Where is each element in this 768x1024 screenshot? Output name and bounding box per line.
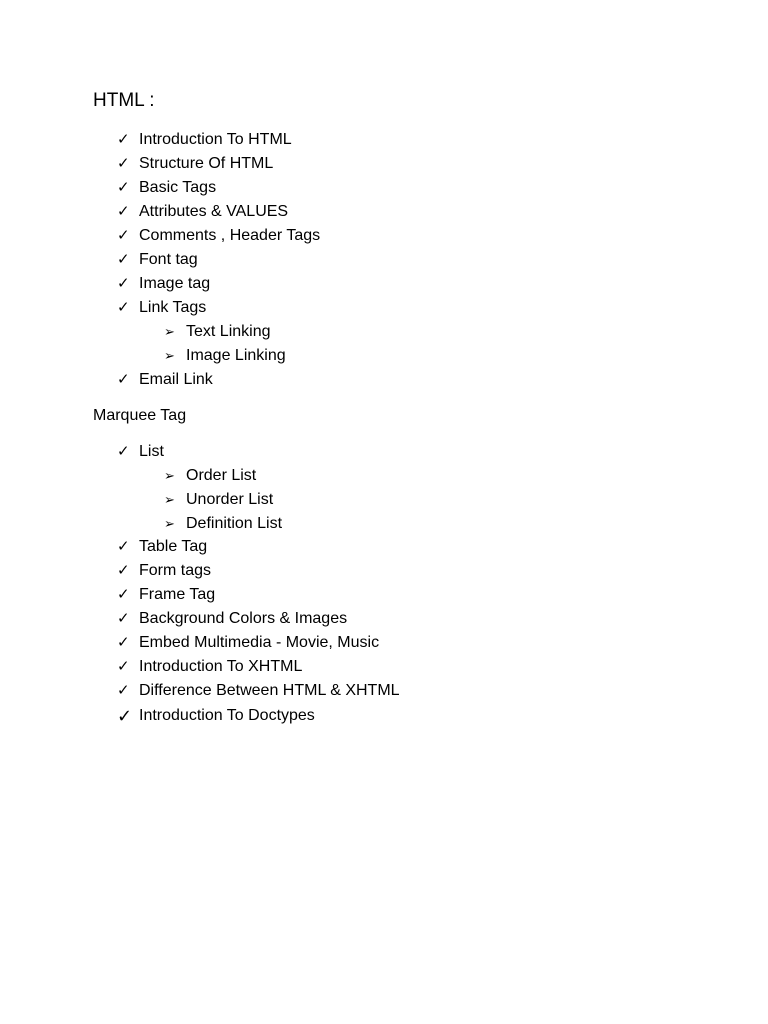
list-item-label: Attributes & VALUES xyxy=(139,203,289,220)
list-item xyxy=(117,657,303,677)
list-item-label: Embed Multimedia - Movie, Music xyxy=(139,634,380,651)
list-item-label: Structure Of HTML xyxy=(139,155,274,172)
check-icon: ✓ xyxy=(117,610,130,627)
list-item-label: Image tag xyxy=(139,275,211,292)
list-item-label: Font tag xyxy=(139,251,198,268)
sub-list-item xyxy=(164,322,271,342)
list-item xyxy=(117,250,198,270)
list-item-label: Comments , Header Tags xyxy=(139,227,321,244)
check-icon: ✓ xyxy=(117,227,130,244)
sub-list-item-label: Definition List xyxy=(186,515,283,532)
check-icon: ✓ xyxy=(117,634,130,651)
list-item xyxy=(117,681,400,701)
check-icon: ✓ xyxy=(117,179,130,196)
list-item xyxy=(117,585,216,605)
arrow-bullet-icon: ➢ xyxy=(164,324,175,339)
list-item-label: Table Tag xyxy=(139,538,208,555)
list-item xyxy=(117,178,217,198)
arrow-bullet-icon: ➢ xyxy=(164,348,175,363)
sub-list-item xyxy=(164,346,286,366)
check-icon: ✓ xyxy=(117,131,130,148)
list-item-label: Link Tags xyxy=(139,299,207,316)
list-item-label: Form tags xyxy=(139,562,212,579)
sub-list-item-label: Image Linking xyxy=(186,347,286,364)
check-icon: ✓ xyxy=(117,203,130,220)
list-item xyxy=(117,442,164,462)
list-item-label: Introduction To Doctypes xyxy=(139,707,315,724)
check-icon: ✓ xyxy=(117,371,130,388)
check-icon: ✓ xyxy=(117,275,130,292)
arrow-bullet-icon: ➢ xyxy=(164,492,175,507)
arrow-bullet-icon: ➢ xyxy=(164,468,175,483)
list-item xyxy=(117,154,274,174)
sub-list-item-label: Unorder List xyxy=(186,491,274,508)
sub-list-item xyxy=(164,466,257,486)
list-item xyxy=(117,226,321,246)
check-icon: ✓ xyxy=(117,443,130,460)
page-title: HTML : xyxy=(93,90,155,111)
check-icon: ✓ xyxy=(117,251,130,268)
check-icon: ✓ xyxy=(117,658,130,675)
list-item xyxy=(117,706,315,726)
list-item xyxy=(117,130,292,150)
list-item xyxy=(117,370,213,390)
check-icon: ✓ xyxy=(117,682,130,699)
list-item-label: Frame Tag xyxy=(139,586,216,603)
check-icon: ✓ xyxy=(117,299,130,316)
list-item-label: Introduction To XHTML xyxy=(139,658,303,675)
list-item-label: Introduction To HTML xyxy=(139,131,292,148)
list-item xyxy=(117,298,207,318)
list-item xyxy=(117,274,211,294)
list-item-label: Background Colors & Images xyxy=(139,610,348,627)
sub-list-item-label: Order List xyxy=(186,467,257,484)
check-icon: ✓ xyxy=(117,155,130,172)
list-item xyxy=(117,537,208,557)
list-item xyxy=(117,609,348,629)
check-icon: ✓ xyxy=(117,562,130,579)
sub-list-item-label: Text Linking xyxy=(186,323,271,340)
arrow-bullet-icon: ➢ xyxy=(164,516,175,531)
sub-list-item xyxy=(164,514,283,534)
list-item-label: Basic Tags xyxy=(139,179,217,196)
check-icon: ✓ xyxy=(117,538,130,555)
list-item-label: List xyxy=(139,443,164,460)
list-item xyxy=(117,561,212,581)
sub-list-item xyxy=(164,490,274,510)
list-item-label: Email Link xyxy=(139,371,213,388)
list-item xyxy=(117,202,289,222)
section-label: Marquee Tag xyxy=(93,407,187,424)
list-item xyxy=(117,633,380,653)
list-item-label: Difference Between HTML & XHTML xyxy=(139,682,400,699)
check-icon: ✓ xyxy=(117,586,130,603)
check-icon: ✓ xyxy=(117,706,133,726)
